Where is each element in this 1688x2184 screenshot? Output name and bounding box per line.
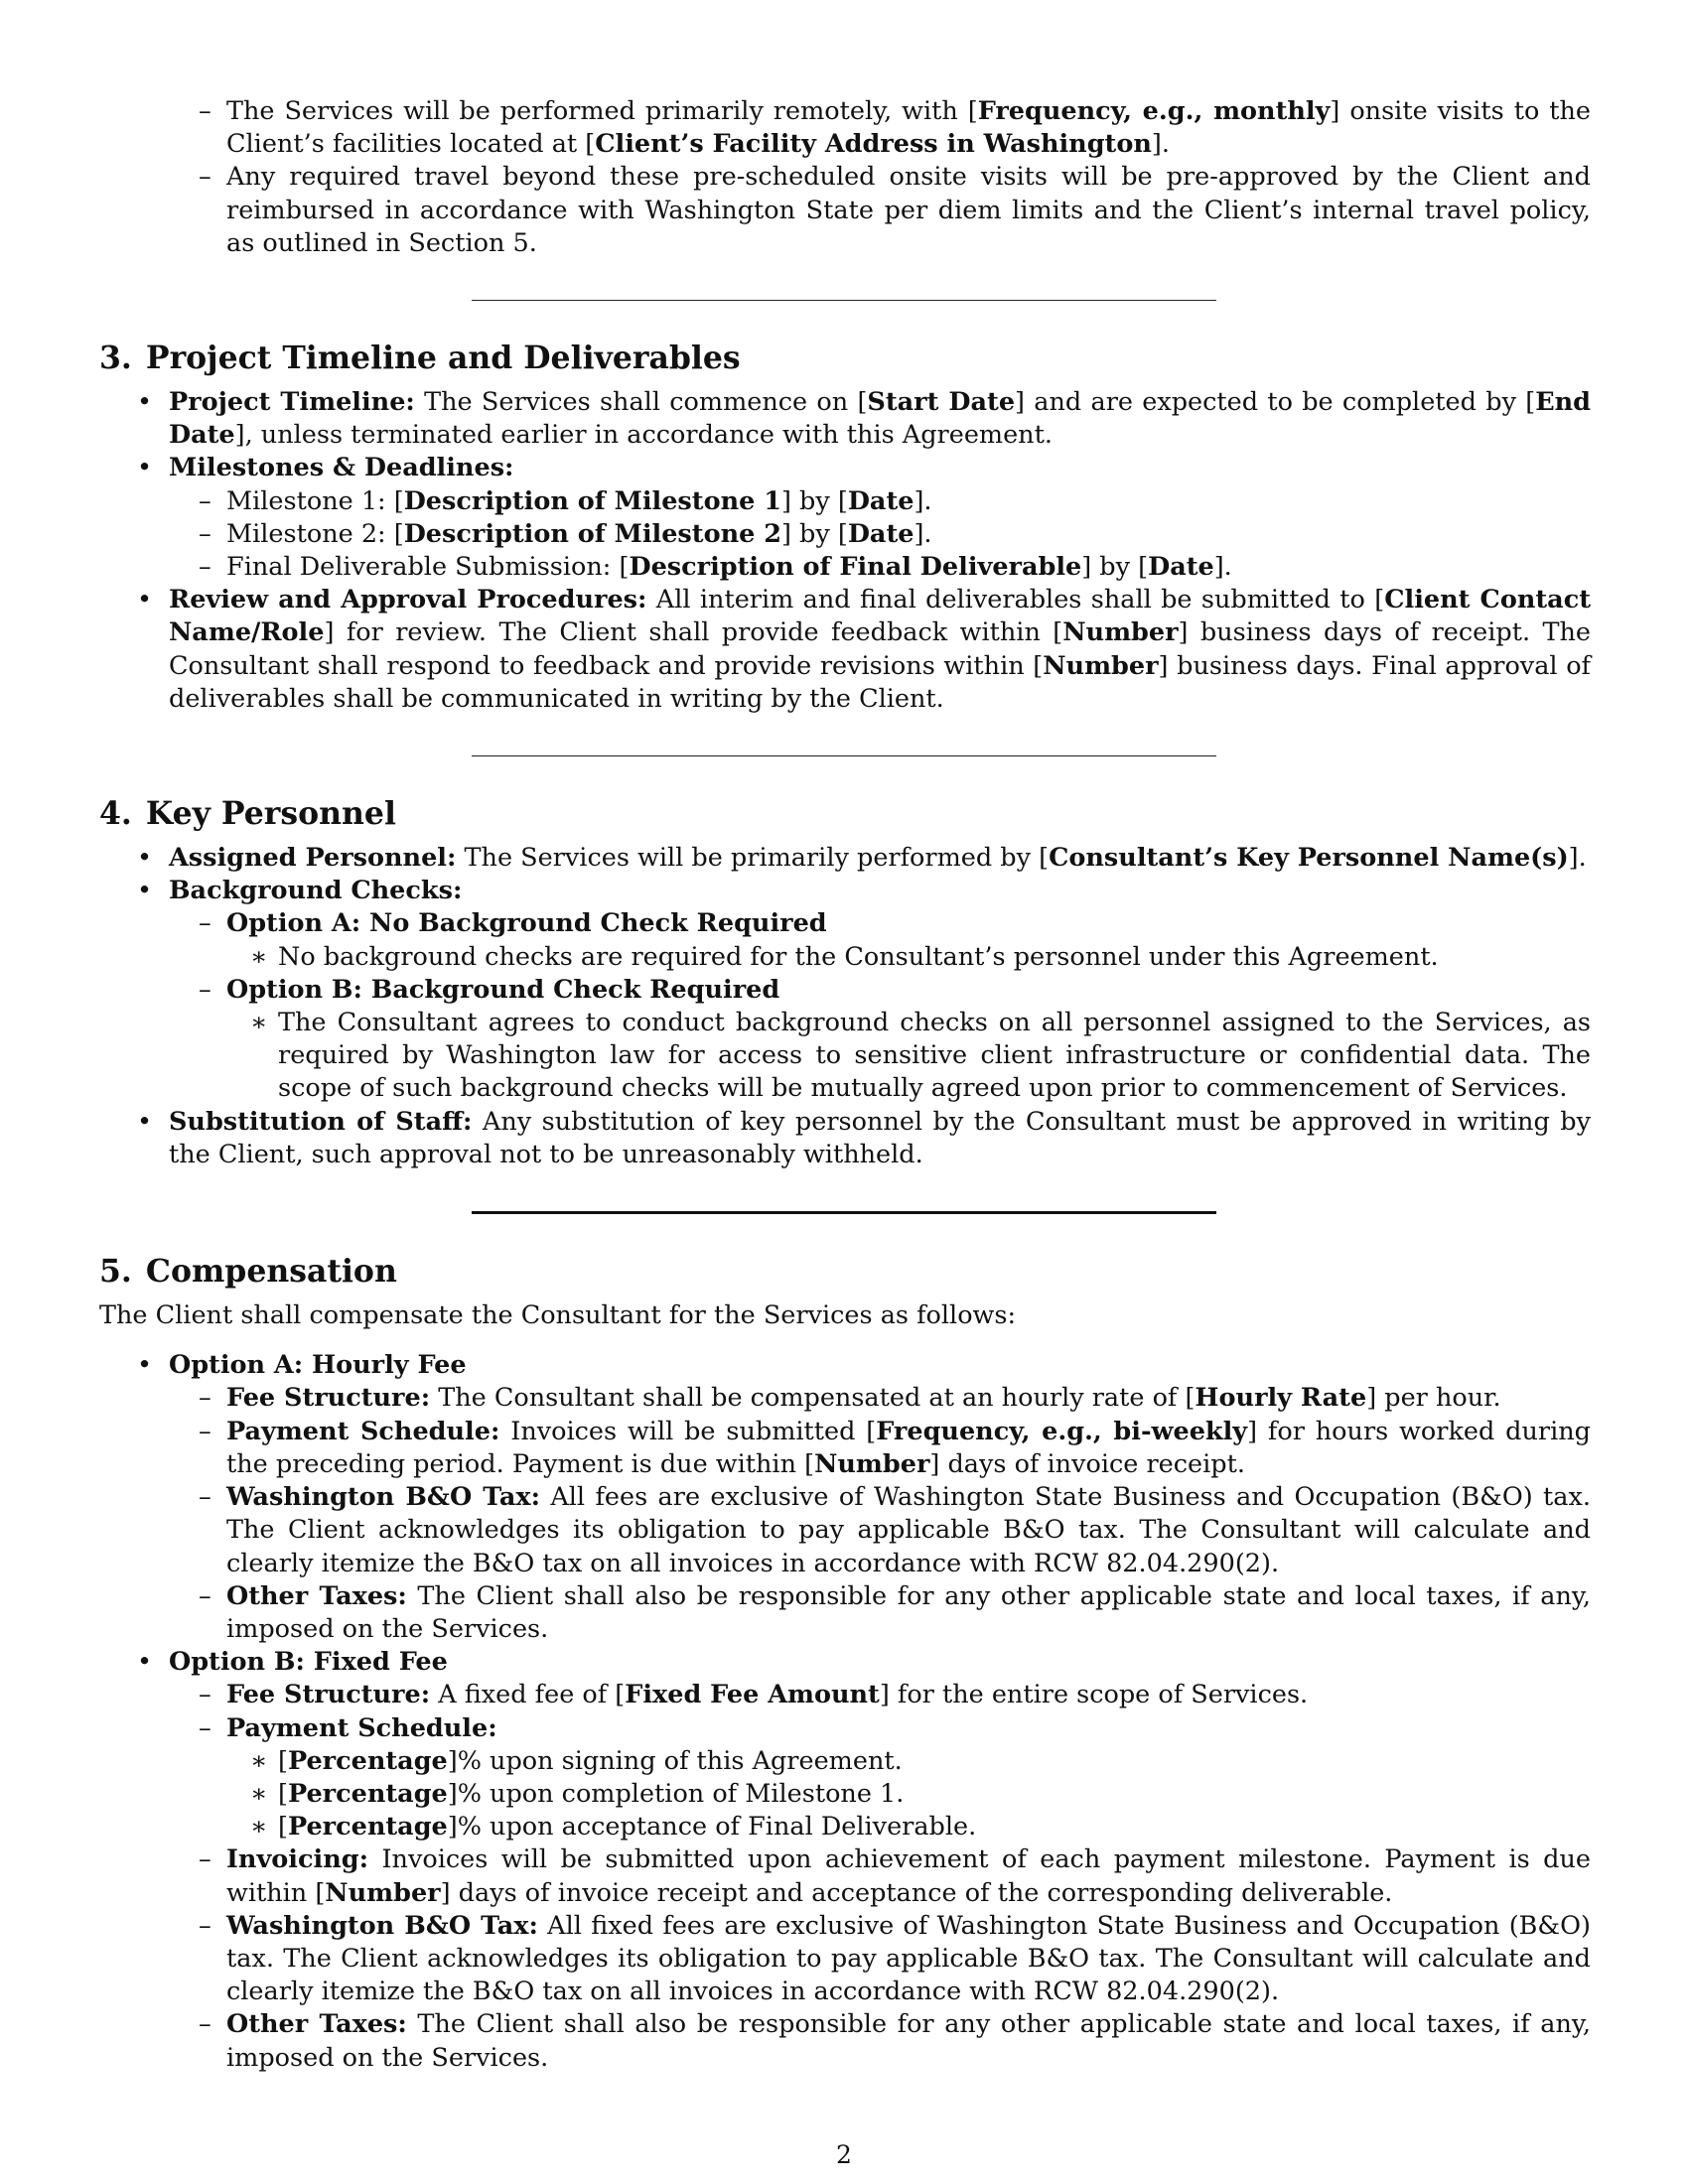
milestones-list	[169, 485, 1591, 585]
section-divider	[472, 300, 1216, 301]
option-a-details	[226, 941, 1591, 974]
section-3-heading: 3. Project Timeline and Deliverables	[99, 340, 741, 377]
section-4-list	[99, 842, 1591, 1171]
payment-schedule-list	[226, 1745, 1591, 1844]
list-item: – Option B: Background Check Required ∗ The Consultant agrees to conduct background checks on all personnel assigned to the Services, as required by Washington law for access to sensitive client infrastructure or confidential data. The scope of such background checks will be mutually agreed upon prior to commencement of Services.	[169, 974, 1591, 1106]
page-number: 2	[836, 2140, 852, 2169]
option-b-details	[226, 1007, 1591, 1106]
list-item: – Washington B&O Tax: All fees are exclusive of Washington State Business and Occupation (B&O) tax. The Client acknowledges its obligation to pay applicable B&O tax. The Consultant will calculate and clearly itemize the B&O tax on all invoices in accordance with RCW 82.04.290(2).	[169, 1481, 1591, 1580]
section-3-list	[99, 386, 1591, 716]
list-item: • Option A: Hourly Fee – Fee Structure: The Consultant shall be compensated at an hourly rate of [Hourly Rate] per hour. – Payment Schedule: Invoices will be submitted [Frequency, e.g., bi-weekly] for hours worked during the preceding period. Payment is due within [Number] days of invoice receipt. – Washington B&O Tax: All fees are exclusive of Washington State Business and Occupation (B&O) tax. The Client acknowledges its obligation to pay applicable B&O tax. The Consultant will calculate and clearly itemize the B&O tax on all invoices in accordance with RCW 82.04.290(2). – Other Taxes: The Client shall also be responsible for any other applicable state and local taxes, if any, imposed on the Services.	[99, 1349, 1591, 1646]
list-item: – Option A: No Background Check Required ∗ No background checks are required for the Consultant’s personnel under this Agreement.	[169, 907, 1591, 973]
list-item: – Other Taxes: The Client shall also be responsible for any other applicable state and local taxes, if any, imposed on the Services.	[169, 1580, 1591, 1646]
section-4-heading: 4. Key Personnel	[99, 795, 396, 833]
list-item: ∗ No background checks are required for the Consultant’s personnel under this Agreement.	[226, 941, 1591, 974]
list-item: – Fee Structure: A fixed fee of [Fixed Fee Amount] for the entire scope of Services.	[169, 1679, 1591, 1711]
list-item: • Substitution of Staff: Any substitution of key personnel by the Consultant must be approved in writing by the Client, such approval not to be unreasonably withheld.	[99, 1106, 1591, 1171]
list-item: – Any required travel beyond these pre-scheduled onsite visits will be pre-approved by the Client and reimbursed in accordance with Washington State per diem limits and the Client’s internal travel policy, as outlined in Section 5.	[169, 161, 1591, 260]
list-item: ∗ [Percentage]% upon acceptance of Final Deliverable.	[226, 1811, 1591, 1843]
background-options-list	[169, 907, 1591, 1105]
section-5-heading: 5. Compensation	[99, 1253, 397, 1291]
list-item: • Option B: Fixed Fee – Fee Structure: A fixed fee of [Fixed Fee Amount] for the entire scope of Services. – Payment Schedule: ∗ [Percentage]% upon signing of this Agreement. ∗ [Percentage]% upon completion of Milestone 1. ∗ [Percentage]% upon acceptance of Final Deliverable. – Invoicing: Invoices will be submitted upon achievement of each payment milestone. Payment is due within [Number] days of invoice receipt and acceptance of the corresponding deliverable. – Washington B&O Tax: All fixed fees are exclusive of Washington State Business and Occupation (B&O) tax. The Client acknowledges its obligation to pay applicable B&O tax. The Consultant will calculate and clearly itemize the B&O tax on all invoices in accordance with RCW 82.04.290(2). – Other Taxes: The Client shall also be responsible for any other applicable state and local taxes, if any, imposed on the Services.	[99, 1646, 1591, 2075]
list-item: – Invoicing: Invoices will be submitted upon achievement of each payment milestone. Payment is due within [Number] days of invoice receipt and acceptance of the corresponding deliverable.	[169, 1843, 1591, 1909]
section-5-intro: The Client shall compensate the Consultant for the Services as follows:	[99, 1300, 1017, 1331]
document-page	[99, 95, 1591, 2075]
list-item: – Payment Schedule: Invoices will be submitted [Frequency, e.g., bi-weekly] for hours worked during the preceding period. Payment is due within [Number] days of invoice receipt.	[169, 1416, 1591, 1481]
list-item: – Milestone 1: [Description of Milestone 1] by [Date].	[169, 485, 1591, 518]
list-item: – Washington B&O Tax: All fixed fees are exclusive of Washington State Business and Occupation (B&O) tax. The Client acknowledges its obligation to pay applicable B&O tax. The Consultant will calculate and clearly itemize the B&O tax on all invoices in accordance with RCW 82.04.290(2).	[169, 1910, 1591, 2009]
section-5-list	[99, 1349, 1591, 2074]
section-divider	[472, 755, 1216, 756]
list-item: – Milestone 2: [Description of Milestone 2] by [Date].	[169, 518, 1591, 551]
list-item: – Fee Structure: The Consultant shall be compensated at an hourly rate of [Hourly Rate] per hour.	[169, 1382, 1591, 1415]
list-item: • Milestones & Deadlines: – Milestone 1: [Description of Milestone 1] by [Date]. – Milestone 2: [Description of Milestone 2] by [Date]. – Final Deliverable Submission: [Description of Final Deliverable] by [Date].	[99, 452, 1591, 584]
option-a-list	[169, 1382, 1591, 1646]
list-item: ∗ [Percentage]% upon signing of this Agreement.	[226, 1745, 1591, 1778]
option-b-list	[169, 1679, 1591, 2074]
section-divider	[472, 1211, 1216, 1214]
list-item: • Project Timeline: The Services shall commence on [Start Date] and are expected to be completed by [End Date], unless terminated earlier in accordance with this Agreement.	[99, 386, 1591, 452]
list-item: – Other Taxes: The Client shall also be responsible for any other applicable state and local taxes, if any, imposed on the Services.	[169, 2008, 1591, 2074]
list-item: • Review and Approval Procedures: All interim and final deliverables shall be submitted to [Client Contact Name/Role] for review. The Client shall provide feedback within [Number] business days of receipt. The Consultant shall respond to feedback and provide revisions within [Number] business days. Final approval of deliverables shall be communicated in writing by the Client.	[99, 584, 1591, 716]
list-item: – Final Deliverable Submission: [Description of Final Deliverable] by [Date].	[169, 551, 1591, 584]
section-2-list	[169, 95, 1591, 260]
list-item: – The Services will be performed primarily remotely, with [Frequency, e.g., monthly] onsite visits to the Client’s facilities located at [Client’s Facility Address in Washington].	[169, 95, 1591, 161]
list-item: • Background Checks: – Option A: No Background Check Required ∗ No background checks are required for the Consultant’s personnel under this Agreement. – Option B: Background Check Required ∗ The Consultant agrees to conduct background checks on all personnel assigned to the Services, as required by Washington law for access to sensitive client infrastructure or confidential data. The scope of such background checks will be mutually agreed upon prior to commencement of Services.	[99, 875, 1591, 1105]
list-item: – Payment Schedule: ∗ [Percentage]% upon signing of this Agreement. ∗ [Percentage]% upon completion of Milestone 1. ∗ [Percentage]% upon acceptance of Final Deliverable.	[169, 1712, 1591, 1844]
list-item: ∗ [Percentage]% upon completion of Milestone 1.	[226, 1778, 1591, 1811]
list-item: ∗ The Consultant agrees to conduct background checks on all personnel assigned to the Services, as required by Washington law for access to sensitive client infrastructure or confidential data. The scope of such background checks will be mutually agreed upon prior to commencement of Services.	[226, 1007, 1591, 1106]
list-item: • Assigned Personnel: The Services will be primarily performed by [Consultant’s Key Personnel Name(s)].	[99, 842, 1591, 875]
